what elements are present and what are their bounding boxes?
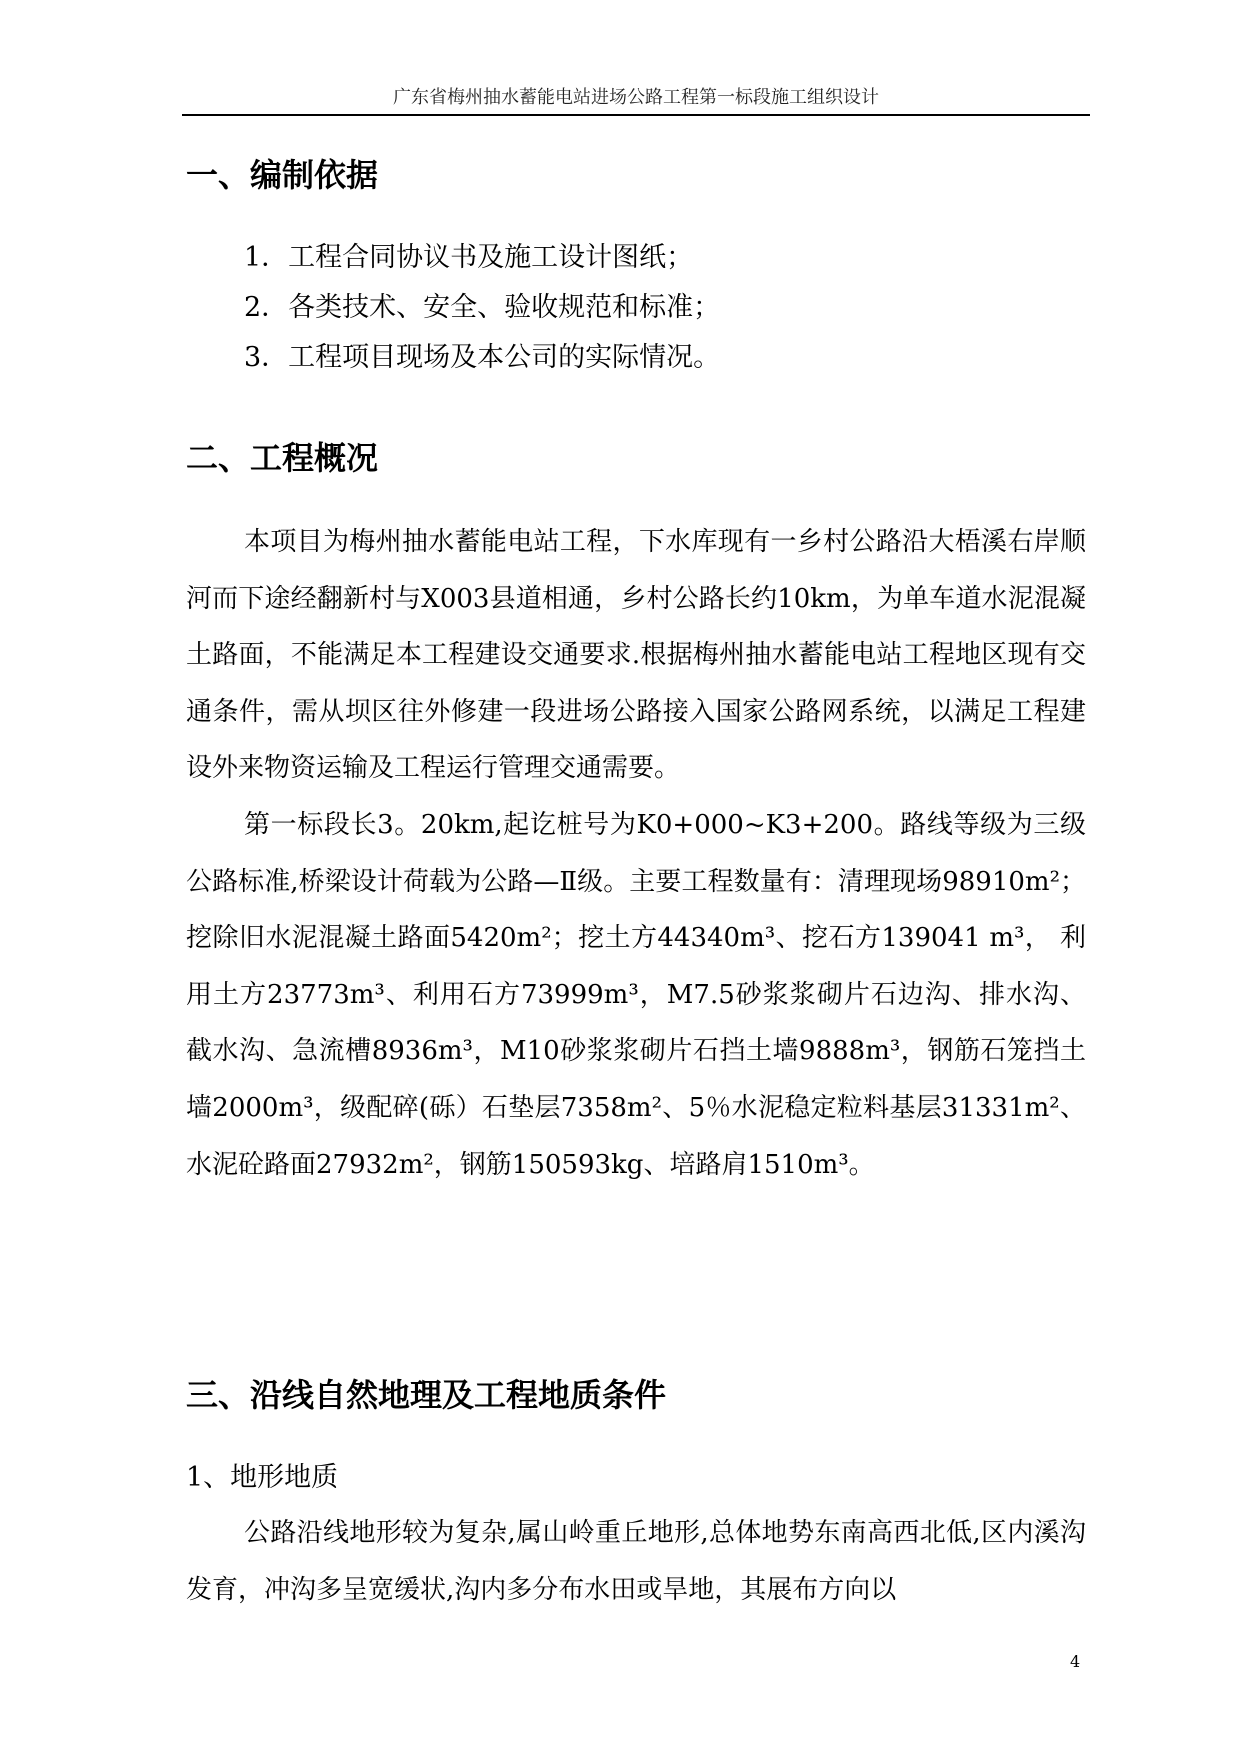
list-item-contract: 1．工程合同协议书及施工设计图纸； — [244, 242, 694, 273]
section-heading-geology: 三、沿线自然地理及工程地质条件 — [186, 1376, 667, 1414]
list-item-standards: 2．各类技术、安全、验收规范和标准； — [244, 292, 721, 323]
section-heading-basis: 一、编制依据 — [186, 156, 379, 194]
page-number: 4 — [1070, 1652, 1081, 1671]
list-item-site-conditions: 3．工程项目现场及本公司的实际情况。 — [244, 342, 721, 373]
running-header: 广东省梅州抽水蓄能电站进场公路工程第一标段施工组织设计 — [393, 87, 879, 108]
paragraph-section-quantities: 第一标段长3。20km,起讫桩号为K0+000~K3+200。路线等级为三级公路标准,桥梁设计荷载为公路—Ⅱ级。主要工程数量有：清理现场98910m²；挖除旧水泥混凝土路面5420m²；挖土方44340m³、挖石方139041 m³， 利用土方23773m³、利用石方73999m³，M7.5砂浆浆砌片石边沟、排水沟、截水沟、急流槽8936m³，M10砂浆浆砌片石挡土墙9888m³，钢筋石笼挡土墙2000m³，级配碎(砾）石垫层7358m²、5％水泥稳定粒料基层31331m²、水泥砼路面27932m²，钢筋150593kg、培路肩1510m³。 — [186, 810, 1086, 1180]
paragraph-terrain: 公路沿线地形较为复杂,属山岭重丘地形,总体地势东南高西北低,区内溪沟发育，冲沟多呈宽缓状,沟内多分布水田或旱地，其展布方向以 — [186, 1518, 1086, 1605]
section-heading-overview: 二、工程概况 — [186, 439, 379, 477]
paragraph-project-description: 本项目为梅州抽水蓄能电站工程，下水库现有一乡村公路沿大梧溪右岸顺河而下途经翻新村与X003县道相通，乡村公路长约10km，为单车道水泥混凝土路面，不能满足本工程建设交通要求.根据梅州抽水蓄能电站工程地区现有交通条件，需从坝区往外修建一段进场公路接入国家公路网系统，以满足工程建设外来物资运输及工程运行管理交通需要。 — [186, 527, 1086, 784]
header-rule — [182, 114, 1090, 116]
sub-heading-terrain: 1、地形地质 — [186, 1462, 339, 1493]
